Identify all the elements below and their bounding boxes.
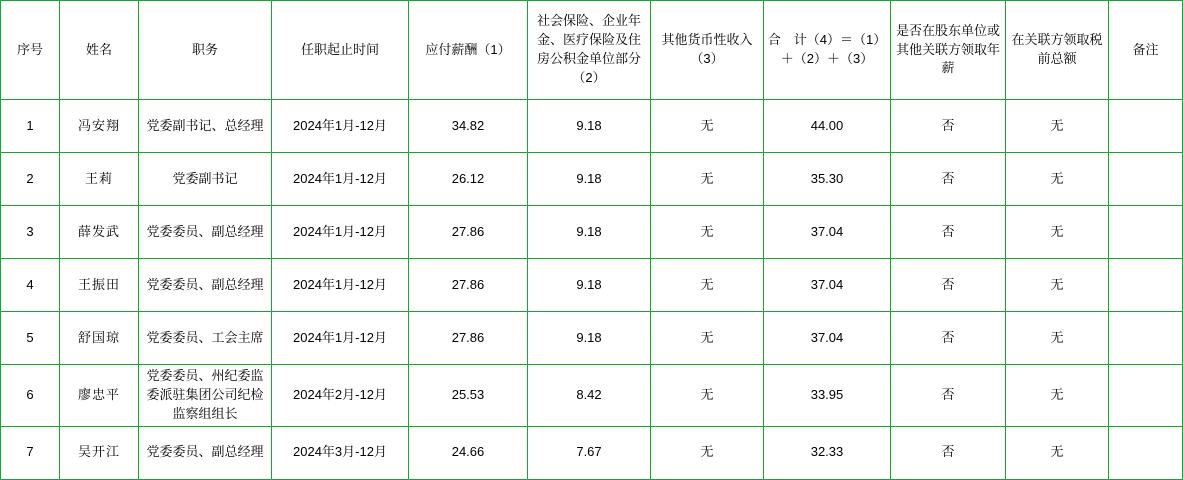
cell-other-monetary-income: 无 bbox=[651, 153, 764, 206]
column-header-name: 姓名 bbox=[60, 1, 139, 100]
cell-position: 党委委员、工会主席 bbox=[139, 312, 272, 365]
cell-payable-salary: 27.86 bbox=[409, 206, 528, 259]
cell-index: 3 bbox=[1, 206, 60, 259]
cell-related-party-pretax-total: 无 bbox=[1006, 426, 1109, 479]
column-header-insurance: 社会保险、企业年金、医疗保险及住房公积金单位部分（2） bbox=[528, 1, 651, 100]
cell-related-party-pretax-total: 无 bbox=[1006, 365, 1109, 427]
cell-remark bbox=[1109, 259, 1183, 312]
cell-related-party-pretax-total: 无 bbox=[1006, 259, 1109, 312]
cell-paid-by-shareholder: 否 bbox=[891, 153, 1006, 206]
cell-paid-by-shareholder: 否 bbox=[891, 426, 1006, 479]
cell-other-monetary-income: 无 bbox=[651, 259, 764, 312]
cell-total: 32.33 bbox=[764, 426, 891, 479]
cell-name: 廖忠平 bbox=[60, 365, 139, 427]
cell-position: 党委委员、副总经理 bbox=[139, 206, 272, 259]
cell-paid-by-shareholder: 否 bbox=[891, 312, 1006, 365]
cell-paid-by-shareholder: 否 bbox=[891, 365, 1006, 427]
cell-related-party-pretax-total: 无 bbox=[1006, 206, 1109, 259]
cell-other-monetary-income: 无 bbox=[651, 365, 764, 427]
cell-other-monetary-income: 无 bbox=[651, 312, 764, 365]
cell-paid-by-shareholder: 否 bbox=[891, 100, 1006, 153]
cell-remark bbox=[1109, 206, 1183, 259]
cell-position: 党委委员、副总经理 bbox=[139, 259, 272, 312]
cell-index: 4 bbox=[1, 259, 60, 312]
cell-related-party-pretax-total: 无 bbox=[1006, 153, 1109, 206]
cell-payable-salary: 26.12 bbox=[409, 153, 528, 206]
cell-other-monetary-income: 无 bbox=[651, 206, 764, 259]
column-header-total: 合 计（4）＝（1）＋（2）＋（3） bbox=[764, 1, 891, 100]
column-header-index: 序号 bbox=[1, 1, 60, 100]
cell-index: 7 bbox=[1, 426, 60, 479]
cell-total: 37.04 bbox=[764, 312, 891, 365]
table-row bbox=[1, 426, 1183, 479]
cell-total: 44.00 bbox=[764, 100, 891, 153]
cell-position: 党委副书记、总经理 bbox=[139, 100, 272, 153]
cell-insurance: 9.18 bbox=[528, 206, 651, 259]
cell-insurance: 9.18 bbox=[528, 153, 651, 206]
table-row bbox=[1, 259, 1183, 312]
table-header bbox=[1, 1, 1183, 100]
cell-period: 2024年1月-12月 bbox=[272, 153, 409, 206]
cell-period: 2024年1月-12月 bbox=[272, 312, 409, 365]
column-header-position: 职务 bbox=[139, 1, 272, 100]
cell-total: 37.04 bbox=[764, 259, 891, 312]
cell-period: 2024年1月-12月 bbox=[272, 206, 409, 259]
cell-remark bbox=[1109, 312, 1183, 365]
cell-insurance: 7.67 bbox=[528, 426, 651, 479]
cell-period: 2024年3月-12月 bbox=[272, 426, 409, 479]
cell-index: 2 bbox=[1, 153, 60, 206]
cell-position: 党委委员、副总经理 bbox=[139, 426, 272, 479]
cell-position: 党委委员、州纪委监委派驻集团公司纪检监察组组长 bbox=[139, 365, 272, 427]
cell-index: 5 bbox=[1, 312, 60, 365]
cell-paid-by-shareholder: 否 bbox=[891, 259, 1006, 312]
cell-insurance: 9.18 bbox=[528, 312, 651, 365]
table-row bbox=[1, 100, 1183, 153]
cell-name: 吴开江 bbox=[60, 426, 139, 479]
cell-insurance: 9.18 bbox=[528, 100, 651, 153]
cell-name: 舒国琼 bbox=[60, 312, 139, 365]
cell-other-monetary-income: 无 bbox=[651, 100, 764, 153]
cell-name: 王振田 bbox=[60, 259, 139, 312]
cell-name: 王莉 bbox=[60, 153, 139, 206]
cell-insurance: 9.18 bbox=[528, 259, 651, 312]
column-header-period: 任职起止时间 bbox=[272, 1, 409, 100]
cell-index: 6 bbox=[1, 365, 60, 427]
cell-remark bbox=[1109, 426, 1183, 479]
cell-related-party-pretax-total: 无 bbox=[1006, 100, 1109, 153]
cell-total: 33.95 bbox=[764, 365, 891, 427]
cell-related-party-pretax-total: 无 bbox=[1006, 312, 1109, 365]
cell-payable-salary: 27.86 bbox=[409, 312, 528, 365]
column-header-related-party-pretax-total: 在关联方领取税前总额 bbox=[1006, 1, 1109, 100]
column-header-other-monetary-income: 其他货币性收入 （3） bbox=[651, 1, 764, 100]
cell-position: 党委副书记 bbox=[139, 153, 272, 206]
cell-remark bbox=[1109, 365, 1183, 427]
table-row bbox=[1, 312, 1183, 365]
column-header-paid-by-shareholder: 是否在股东单位或其他关联方领取年薪 bbox=[891, 1, 1006, 100]
cell-name: 冯安翔 bbox=[60, 100, 139, 153]
cell-paid-by-shareholder: 否 bbox=[891, 206, 1006, 259]
cell-remark bbox=[1109, 153, 1183, 206]
cell-index: 1 bbox=[1, 100, 60, 153]
table-header-row bbox=[1, 1, 1183, 100]
cell-remark bbox=[1109, 100, 1183, 153]
cell-period: 2024年1月-12月 bbox=[272, 100, 409, 153]
cell-period: 2024年2月-12月 bbox=[272, 365, 409, 427]
cell-name: 薛发武 bbox=[60, 206, 139, 259]
table-row bbox=[1, 206, 1183, 259]
cell-payable-salary: 34.82 bbox=[409, 100, 528, 153]
table-row bbox=[1, 153, 1183, 206]
table-row bbox=[1, 365, 1183, 427]
cell-total: 35.30 bbox=[764, 153, 891, 206]
cell-other-monetary-income: 无 bbox=[651, 426, 764, 479]
cell-payable-salary: 25.53 bbox=[409, 365, 528, 427]
cell-insurance: 8.42 bbox=[528, 365, 651, 427]
cell-payable-salary: 27.86 bbox=[409, 259, 528, 312]
cell-total: 37.04 bbox=[764, 206, 891, 259]
column-header-remark: 备注 bbox=[1109, 1, 1183, 100]
table-body bbox=[1, 100, 1183, 480]
cell-period: 2024年1月-12月 bbox=[272, 259, 409, 312]
cell-payable-salary: 24.66 bbox=[409, 426, 528, 479]
column-header-payable-salary: 应付薪酬（1） bbox=[409, 1, 528, 100]
